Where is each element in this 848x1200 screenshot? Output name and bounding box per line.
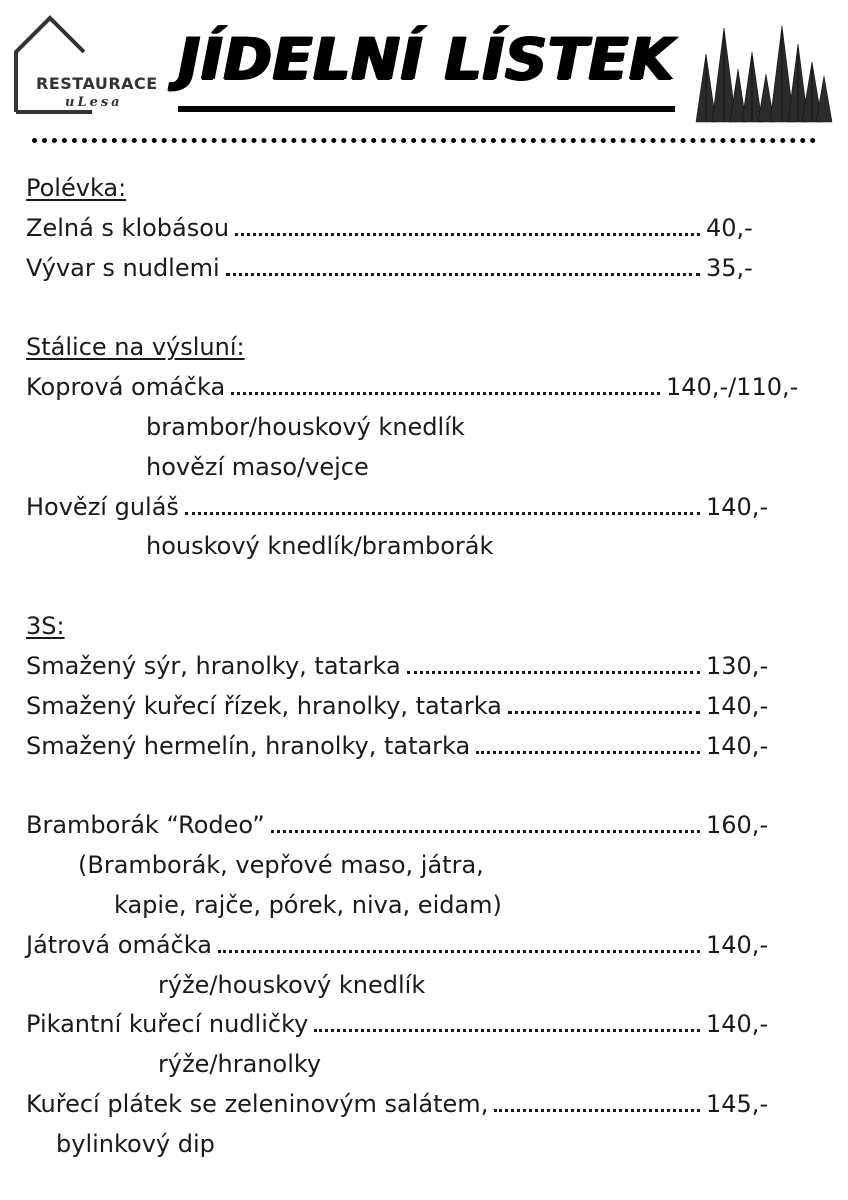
dot-leader xyxy=(218,950,700,953)
menu-item-price: 140,-/110,- xyxy=(666,373,799,402)
pine-trees-illustration xyxy=(684,14,834,124)
dot-leader xyxy=(407,671,700,674)
menu-item-note-text: rýže/hranolky xyxy=(158,1050,322,1079)
menu-item-name: Vývar s nudlemi xyxy=(26,252,226,284)
menu-item-price: 140,- xyxy=(706,691,769,720)
menu-item-note xyxy=(26,451,816,491)
section-spacer xyxy=(26,570,816,610)
menu-item xyxy=(26,252,816,292)
menu-item-price: 40,- xyxy=(706,213,753,242)
menu-item-price: 35,- xyxy=(706,253,753,282)
menu-item-name: Smažený sýr, hranolky, tatarka xyxy=(26,650,407,682)
menu-body xyxy=(26,172,816,1168)
menu-item-name: Smažený hermelín, hranolky, tatarka xyxy=(26,730,476,762)
dot-leader xyxy=(508,711,700,714)
menu-item-note xyxy=(26,849,816,889)
menu-item-note-text: bylinkový dip xyxy=(56,1129,215,1158)
section-heading-text: Stálice na výsluní: xyxy=(26,333,245,362)
menu-item-note xyxy=(26,530,816,570)
logo-name: RESTAURACE xyxy=(36,74,158,93)
dot-leader xyxy=(235,233,700,236)
menu-item-price: 140,- xyxy=(706,731,769,760)
dot-leader xyxy=(226,273,700,276)
menu-item-name: Koprová omáčka xyxy=(26,371,231,403)
menu-item xyxy=(26,212,816,252)
menu-item xyxy=(26,371,816,411)
dot-leader xyxy=(271,830,700,833)
menu-item-price: 140,- xyxy=(706,492,769,521)
menu-item xyxy=(26,730,816,770)
section-heading xyxy=(26,331,816,371)
menu-item-price: 130,- xyxy=(706,651,769,680)
menu-item-note-text: brambor/houskový knedlík xyxy=(146,412,465,441)
menu-item-note-text: rýže/houskový knedlík xyxy=(158,970,426,999)
dot-leader xyxy=(494,1109,700,1112)
menu-item xyxy=(26,690,816,730)
menu-item-name: Bramborák “Rodeo” xyxy=(26,809,271,841)
dot-leader xyxy=(314,1029,700,1032)
menu-item-note xyxy=(26,889,816,929)
dot-leader xyxy=(476,751,700,754)
menu-item-name: Kuřecí plátek se zeleninovým salátem, xyxy=(26,1088,494,1120)
menu-item-price: 140,- xyxy=(706,1010,769,1039)
menu-item-note xyxy=(26,411,816,451)
menu-item-name: Játrová omáčka xyxy=(26,929,218,961)
section-heading-text: Polévka: xyxy=(26,174,127,202)
section-spacer xyxy=(26,769,816,809)
section-heading xyxy=(26,172,816,212)
menu-item xyxy=(26,1008,816,1048)
menu-item-note-text: kapie, rajče, pórek, niva, eidam) xyxy=(114,890,502,919)
menu-item-name: Hovězí guláš xyxy=(26,491,185,523)
menu-item-price: 160,- xyxy=(706,811,769,840)
dot-leader xyxy=(231,392,660,395)
menu-item xyxy=(26,809,816,849)
menu-item-note xyxy=(26,1048,816,1088)
section-heading xyxy=(26,610,816,650)
section-heading-text: 3S: xyxy=(26,612,65,641)
menu-item-price: 145,- xyxy=(706,1089,769,1118)
menu-item xyxy=(26,650,816,690)
menu-item-note xyxy=(26,969,816,1009)
dotted-divider xyxy=(32,138,816,143)
menu-item-note-text: (Bramborák, vepřové maso, játra, xyxy=(78,851,484,880)
menu-item-note-text: hovězí maso/vejce xyxy=(146,452,369,481)
menu-item xyxy=(26,929,816,969)
menu-item xyxy=(26,1088,816,1128)
menu-item-price: 140,- xyxy=(706,930,769,959)
menu-item xyxy=(26,491,816,531)
restaurant-logo xyxy=(12,14,162,114)
logo-subtitle: uLesa xyxy=(65,95,123,110)
menu-header xyxy=(0,0,848,140)
page-title: JÍDELNÍ LÍSTEK xyxy=(178,25,675,93)
section-spacer xyxy=(26,291,816,331)
dot-leader xyxy=(185,512,700,515)
menu-item-name: Zelná s klobásou xyxy=(26,212,235,244)
menu-item-name: Smažený kuřecí řízek, hranolky, tatarka xyxy=(26,690,508,722)
menu-item-name: Pikantní kuřecí nudličky xyxy=(26,1008,314,1040)
title-underline xyxy=(178,106,675,112)
menu-item-note xyxy=(26,1128,816,1168)
menu-item-note-text: houskový knedlík/bramborák xyxy=(146,532,494,561)
